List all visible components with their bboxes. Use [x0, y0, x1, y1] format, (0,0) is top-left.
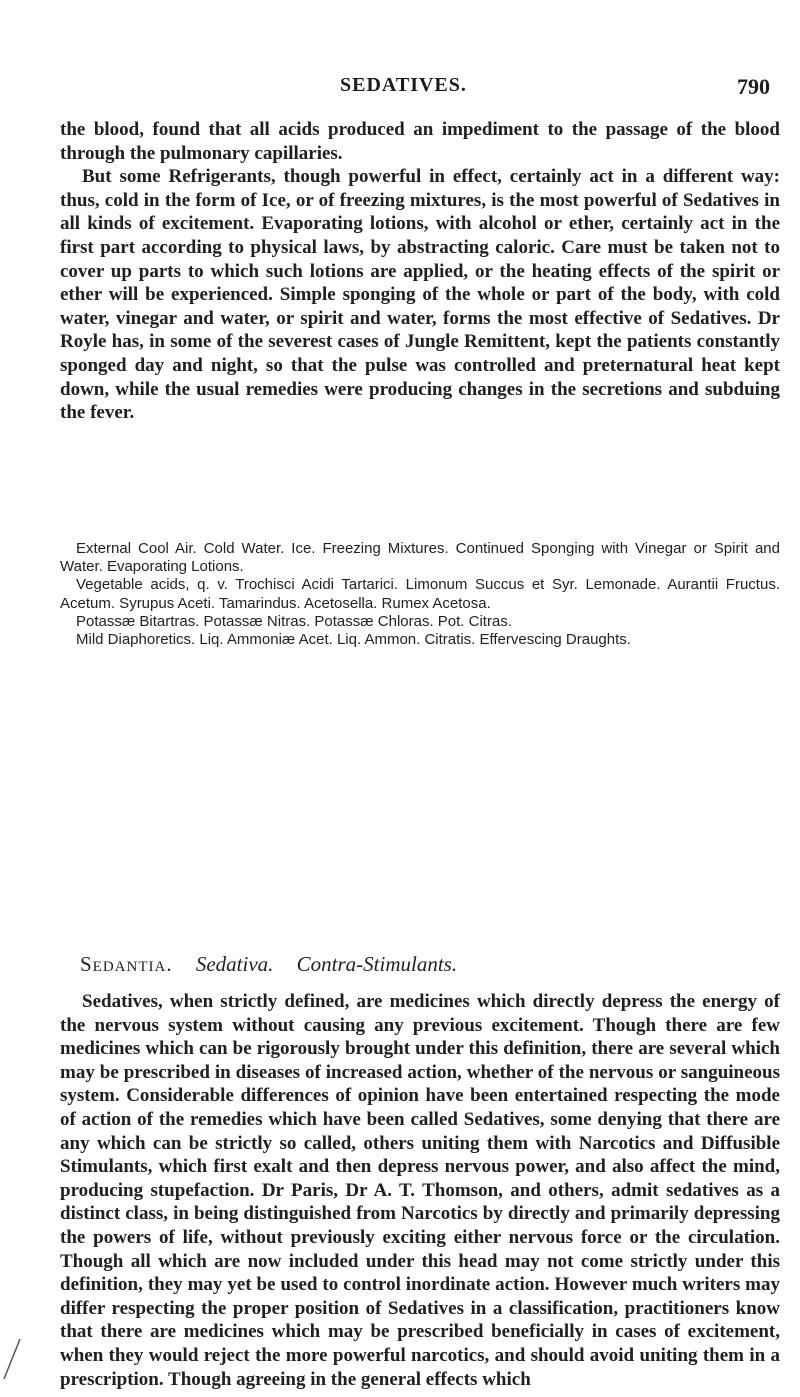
intro-text — [60, 118, 780, 425]
heading-contra-stimulants: Contra-Stimulants. — [296, 952, 458, 976]
page-header — [340, 74, 770, 104]
intro-paragraph-1: the blood, found that all acids produced an impediment to the passage of the blood through the pulmonary capillaries. — [60, 119, 780, 164]
remedy-list-item: Vegetable acids, q. v. Trochisci Acidi Tartarici. Limonum Succus et Syr. Lemonade. Aurantii Fructus. Acetum. Syrupus Aceti. Tamarindus. Acetosella. Rumex Acetosa. — [60, 576, 780, 612]
section-heading — [80, 952, 457, 977]
remedy-list-item: Mild Diaphoretics. Liq. Ammoniæ Acet. Liq. Ammon. Citratis. Effervescing Draughts. — [76, 631, 631, 649]
intro-paragraph-2: But some Refrigerants, though powerful in effect, certainly act in a different way: thus, cold in the form of Ice, or of freezing mixtures, is the most powerful of Sedatives in all kinds of excitement. Evaporating lotions, with alcohol or ether, certainly act in the first part according to physical laws, by abstracting caloric. Care must be taken not to cover up parts to which such lotions are applied, or the heating effects of the spirit or ether will be experienced. Simple sponging of the whole or part of the body, with cold water, vinegar and water, or spirit and water, forms the most effective of Sedatives. Dr Royle has, in some of the severest cases of Jungle Remittent, kept the patients constantly sponged day and night, so that the pulse was controlled and preternatural heat kept down, while the usual remedies were producing changes in the secretions and subduing the fever. — [60, 166, 780, 424]
page-number: 790 — [737, 74, 770, 99]
running-title: SEDATIVES. — [340, 74, 467, 96]
remedy-list-item: Potassæ Bitartras. Potassæ Nitras. Potassæ Chloras. Pot. Citras. — [76, 612, 512, 630]
section-body — [60, 990, 780, 1391]
section-paragraph: Sedatives, when strictly defined, are medicines which directly depress the energy of the nervous system without causing any previous excitement. Though there are few medicines which can be rigorously brought under this definition, there are several which may be prescribed in diseases of increased action, whether of the nervous or sanguineous system. Considerable differences of opinion have been entertained respecting the mode of action of the remedies which have been called Sedatives, some denying that there are any which can be strictly so called, others uniting them with Narcotics and Diffusible Stimulants, which first exalt and then depress nervous power, and also affect the mind, producing stupefaction. Dr Paris, Dr A. T. Thomson, and others, admit sedatives as a distinct class, in being distinguished from Narcotics by directly and primarily depressing the powers of life, without previously exciting either nervous force or the circulation. Though all which are now included under this head may not come strictly under this definition, they may yet be used to control inordinate action. However much writers may differ respecting the proper position of Sedatives in a classification, practitioners know that there are medicines which may be prescribed beneficially in cases of excitement, when they would reject the more powerful narcotics, and should avoid uniting them in a prescription. Though agreeing in the general effects which — [60, 991, 780, 1390]
remedy-list — [60, 540, 780, 649]
heading-sedativa: Sedativa. — [195, 952, 274, 976]
page-edge-mark — [2, 1339, 22, 1379]
heading-sedantia: Sedantia. — [80, 952, 173, 976]
remedy-list-item: External Cool Air. Cold Water. Ice. Freezing Mixtures. Continued Sponging with Vinegar or Spirit and Water. Evaporating Lotions. — [60, 540, 780, 576]
